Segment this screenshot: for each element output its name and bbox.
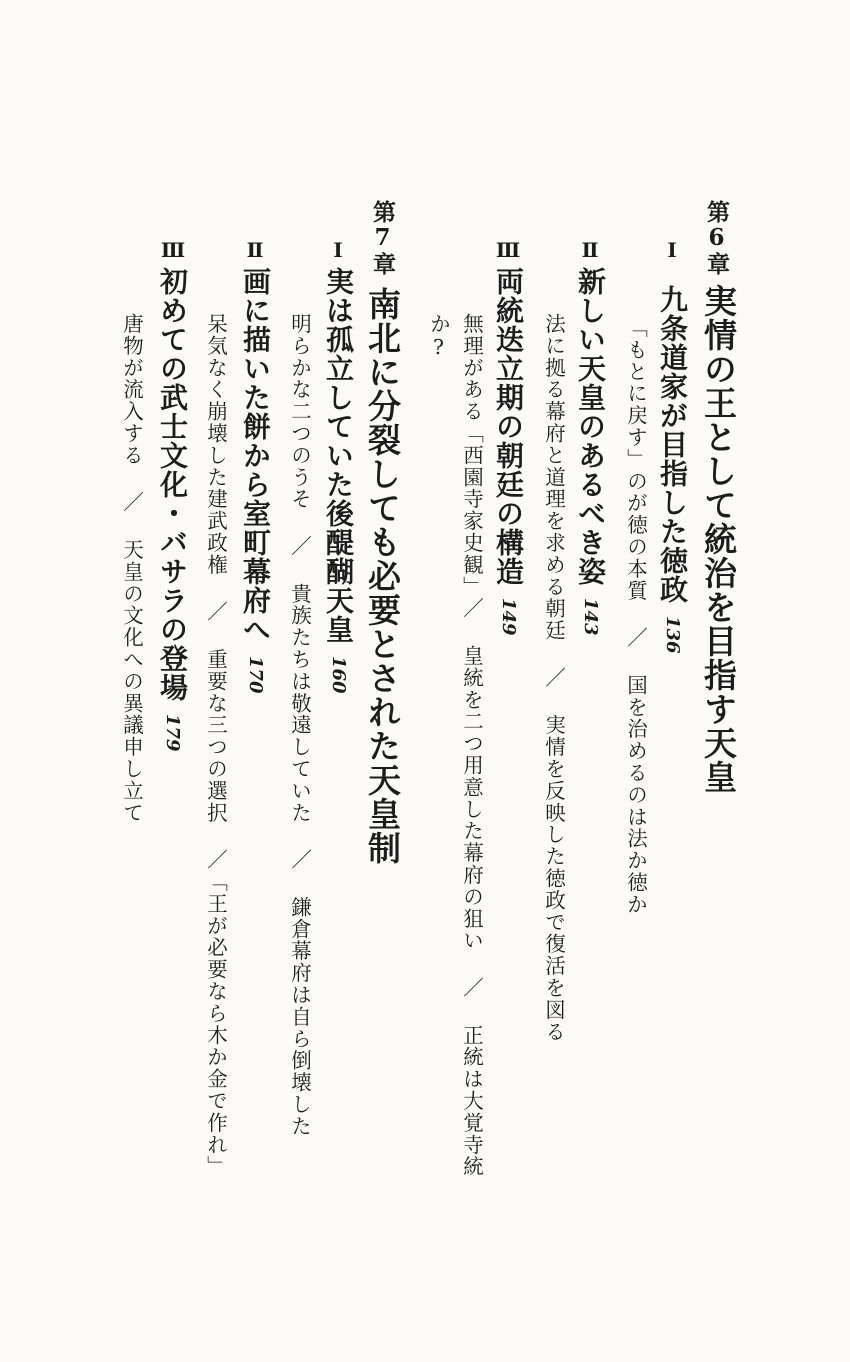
section-title xyxy=(492,267,525,636)
chapter-title: 南北に分裂しても必要とされた天皇制 xyxy=(363,287,402,865)
section-title xyxy=(239,267,272,694)
page-number: 170 xyxy=(245,656,266,694)
section-subtopics: 唐物が流入する ／ 天皇の文化への異議申し立て xyxy=(119,313,144,824)
section-subtopics: 無理がある「西園寺家史観」／ 皇統を二つ用意した幕府の狙い ／ 正統は大覚寺統 xyxy=(459,313,484,1178)
section-subtopics: 明らかな二つのうそ ／ 貴族たちは敬遠していた ／ 鎌倉幕府は自ら倒壊した xyxy=(287,313,312,1138)
section-number: Ⅲ xyxy=(161,238,185,262)
section-subtopics: 「もとに戻す」のが徳の本質 ／ 国を治めるのは法か徳か xyxy=(623,317,648,916)
section-number: Ⅲ xyxy=(496,238,520,262)
page-number: 143 xyxy=(580,598,601,636)
section-number: Ⅱ xyxy=(243,238,267,262)
section-title-text: 実は孤立していた後醍醐天皇 xyxy=(322,267,355,644)
section-title xyxy=(322,267,355,694)
section-title-text: 画に描いた餅から室町幕府へ xyxy=(239,267,272,644)
section-title xyxy=(156,267,189,752)
section-title xyxy=(574,267,607,636)
section-number: Ⅰ xyxy=(326,238,350,262)
section-number: Ⅰ xyxy=(660,238,684,262)
section-title-text: 新しい天皇のあるべき姿 xyxy=(574,267,607,586)
section-title xyxy=(656,285,689,654)
page-number: 136 xyxy=(662,616,683,654)
chapter-label: 第6章 xyxy=(703,200,730,276)
page-number: 160 xyxy=(328,656,349,694)
section-title-text: 九条道家が目指した徳政 xyxy=(656,285,689,604)
chapter-title: 実情の王として統治を目指す天皇 xyxy=(699,284,738,794)
section-subtopics-continued: か? xyxy=(426,313,451,361)
page-number: 179 xyxy=(162,714,183,752)
chapter-label: 第7章 xyxy=(369,200,396,276)
section-subtopics: 呆気なく崩壊した建武政権 ／ 重要な三つの選択 ／「王が必要なら木か金で作れ」 xyxy=(203,313,228,1178)
section-title-text: 両統迭立期の朝廷の構造 xyxy=(492,267,525,586)
page-number: 149 xyxy=(498,598,519,636)
section-title-text: 初めての武士文化・バサラの登場 xyxy=(156,267,189,702)
section-subtopics: 法に拠る幕府と道理を求める朝廷 ／ 実情を反映した徳政で復活を図る xyxy=(541,313,566,1043)
section-number: Ⅱ xyxy=(578,238,602,262)
